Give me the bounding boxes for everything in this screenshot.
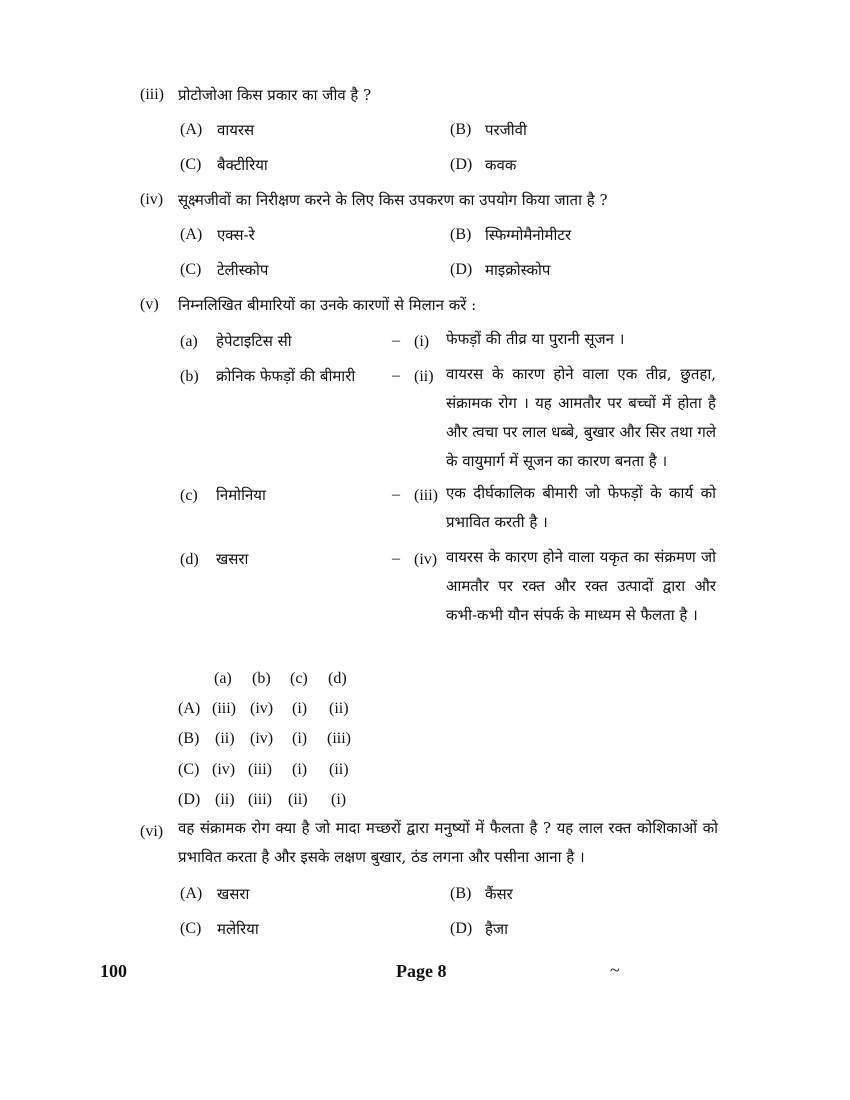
answer-cell: (iii) <box>248 761 272 778</box>
question-number: (v) <box>140 296 159 313</box>
match-left-text: खसरा <box>216 550 249 568</box>
match-right-label: (iii) <box>414 487 438 504</box>
answer-header-cell: (d) <box>328 670 347 687</box>
match-right-label: (iv) <box>414 551 438 568</box>
question-text: निम्नलिखित बीमारियों का उनके कारणों से मिलान करें : <box>178 296 477 314</box>
match-dash: – <box>392 550 400 567</box>
answer-cell: (ii) <box>329 761 349 778</box>
option-text: कवक <box>485 156 517 174</box>
option-text: वायरस <box>217 121 255 139</box>
answer-cell: (iv) <box>250 730 274 747</box>
option-label: (D) <box>450 920 473 937</box>
option-label: (B) <box>450 121 472 138</box>
option-text: टेलीस्कोप <box>217 261 269 279</box>
option-label: (C) <box>180 261 202 278</box>
option-label: (A) <box>180 885 203 902</box>
match-left-label: (b) <box>180 368 199 385</box>
question-number: (iii) <box>140 86 164 103</box>
option-label: (D) <box>450 156 473 173</box>
answer-cell: (ii) <box>288 791 308 808</box>
match-right-label: (ii) <box>414 368 434 385</box>
answer-option-label: (A) <box>178 700 201 717</box>
answer-option-label: (D) <box>178 791 201 808</box>
match-left-text: निमोनिया <box>216 486 266 504</box>
answer-cell: (i) <box>292 761 308 778</box>
option-text: कैंसर <box>485 885 513 903</box>
match-dash: – <box>392 332 400 349</box>
question-text: सूक्ष्मजीवों का निरीक्षण करने के लिए किस उपकरण का उपयोग किया जाता है ? <box>178 191 608 209</box>
question-text: प्रोटोजोआ किस प्रकार का जीव है ? <box>178 86 372 104</box>
match-right-text: एक दीर्घकालिक बीमारी जो फेफड़ों के कार्य को प्रभावित करती है । <box>446 484 716 531</box>
option-text: एक्स-रे <box>217 226 255 244</box>
match-left-label: (d) <box>180 551 199 568</box>
match-left-text: क्रोनिक फेफड़ों की बीमारी <box>216 367 356 385</box>
answer-cell: (iv) <box>250 700 274 717</box>
answer-cell: (iii) <box>248 791 272 808</box>
answer-cell: (ii) <box>329 700 349 717</box>
answer-cell: (ii) <box>215 730 235 747</box>
question-number: (iv) <box>140 191 164 208</box>
question-text: वह संक्रामक रोग क्या है जो मादा मच्छरों द्वारा मनुष्यों में फैलता है ? यह लाल रक्त कोशिकाओं को प्रभावित करता है और इसके लक्षण बुखार, ठंड लगना और पसीना आना है । <box>178 819 718 866</box>
option-label: (D) <box>450 261 473 278</box>
match-left-label: (a) <box>180 333 198 350</box>
tilde-mark: ~ <box>610 960 620 980</box>
answer-cell: (iv) <box>212 761 236 778</box>
answer-cell: (iii) <box>327 730 351 747</box>
option-text: बैक्टीरिया <box>217 156 268 174</box>
option-text: मलेरिया <box>217 920 259 938</box>
option-label: (A) <box>180 121 203 138</box>
answer-cell: (i) <box>292 700 308 717</box>
option-text: हैजा <box>485 920 508 938</box>
match-right-text: वायरस के कारण होने वाला यकृत का संक्रमण जो आमतौर पर रक्त और रक्त उत्पादों द्वारा और कभी-कभी यौन संपर्क के माध्यम से फैलता है । <box>446 548 716 624</box>
answer-header-cell: (b) <box>252 670 271 687</box>
option-label: (A) <box>180 226 203 243</box>
match-right-text: फेफड़ों की तीव्र या पुरानी सूजन । <box>446 330 625 348</box>
match-dash: – <box>392 486 400 503</box>
answer-cell: (iii) <box>212 700 236 717</box>
question-number: (vi) <box>140 823 164 840</box>
match-left-text: हेपेटाइटिस सी <box>216 332 292 350</box>
match-right-text: वायरस के कारण होने वाला एक तीव्र, छुतहा, संक्रामक रोग । यह आमतौर पर बच्चों में होता है और त्वचा पर लाल धब्बे, बुखार और सिर तथा गले के वायुमार्ग में सूजन का कारण बनता है । <box>446 365 716 470</box>
answer-header-cell: (c) <box>290 670 308 687</box>
option-text: माइक्रोस्कोप <box>485 261 551 279</box>
answer-option-label: (B) <box>178 730 200 747</box>
option-text: स्फिग्मोमैनोमीटर <box>485 226 572 244</box>
option-text: खसरा <box>217 885 250 903</box>
answer-option-label: (C) <box>178 761 200 778</box>
match-left-label: (c) <box>180 487 198 504</box>
option-label: (C) <box>180 156 202 173</box>
paper-code: 100 <box>100 961 127 981</box>
option-label: (B) <box>450 885 472 902</box>
option-label: (C) <box>180 920 202 937</box>
match-dash: – <box>392 367 400 384</box>
option-label: (B) <box>450 226 472 243</box>
answer-cell: (i) <box>292 730 308 747</box>
answer-cell: (i) <box>331 791 347 808</box>
answer-cell: (ii) <box>215 791 235 808</box>
match-right-label: (i) <box>414 333 430 350</box>
option-text: परजीवी <box>485 121 527 139</box>
answer-header-cell: (a) <box>214 670 232 687</box>
page-number: Page 8 <box>396 961 447 981</box>
